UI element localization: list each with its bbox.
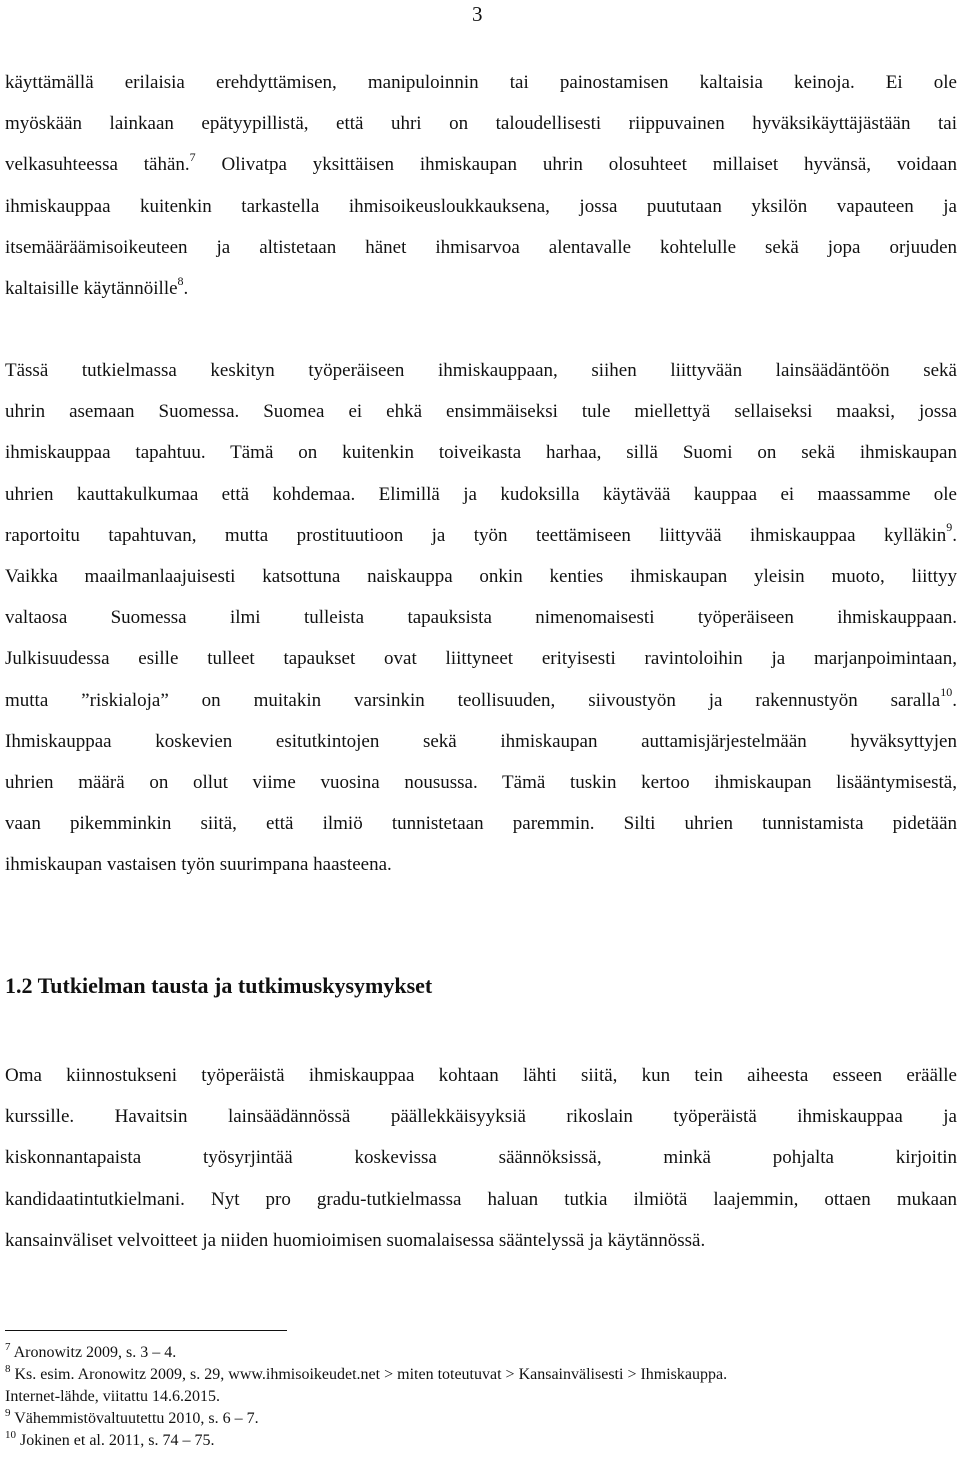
text-run: . <box>952 524 957 546</box>
text-run: velkasuhteessa tähän. <box>5 154 190 176</box>
text-run: uhrien kauttakulkumaa että kohdemaa. Elimillä ja kudoksilla käytävää kauppaa ei maassamme ole <box>5 483 957 505</box>
text-run: itsemääräämisoikeuteen ja altistetaan hänet ihmisarvoa alentavalle kohtelulle sekä jopa orjuuden <box>5 236 957 258</box>
text-line <box>5 432 957 473</box>
body-paragraph <box>5 350 957 886</box>
text-run: raportoitu tapahtuvan, mutta prostituutioon ja työn teettämiseen liittyvää ihmiskauppaa kylläkin <box>5 524 947 546</box>
section-heading: 1.2 Tutkielman tausta ja tutkimuskysymykset <box>5 973 433 998</box>
text-run: kaltaisille käytännöille <box>5 278 178 300</box>
footnote-number: 10 <box>5 1428 16 1441</box>
text-line <box>5 144 957 185</box>
text-line <box>5 680 957 721</box>
text-run: Olivatpa yksittäisen ihmiskaupan uhrin olosuhteet millaiset hyvänsä, voidaan <box>195 154 957 176</box>
text-run: . <box>183 278 189 300</box>
text-run: kiskonnantapaista työsyrjintää koskevissa säännöksissä, minkä pohjalta kirjoitin <box>5 1147 957 1169</box>
footnote-item <box>5 1342 955 1364</box>
text-run: uhrien määrä on ollut viime vuosina nousussa. Tämä tuskin kertoo ihmiskaupan lisääntymisestä, <box>5 772 957 794</box>
footnote-list <box>5 1342 955 1452</box>
footnote-number: 9 <box>5 1406 11 1419</box>
text-line <box>5 762 957 803</box>
footnote-marker: 8 <box>177 273 184 288</box>
text-line <box>5 556 957 597</box>
text-line <box>5 62 957 103</box>
text-line <box>5 227 957 268</box>
text-line <box>5 515 957 556</box>
text-run: mutta ”riskialoja” on muitakin varsinkin teollisuuden, siivoustyön ja rakennustyön saralla <box>5 689 941 711</box>
footnote-text: Aronowitz 2009, s. 3 – 4. <box>10 1344 177 1361</box>
text-line <box>5 1055 957 1096</box>
text-line <box>5 103 957 144</box>
footnote-marker: 9 <box>946 520 953 535</box>
footnote-item <box>5 1364 955 1408</box>
text-run: Vaikka maailmanlaajuisesti katsottuna naiskauppa onkin kenties ihmiskaupan yleisin muoto, liittyy <box>5 566 957 588</box>
footnote-marker: 7 <box>189 150 196 165</box>
text-run: vaan pikemminkin siitä, että ilmiö tunnistetaan paremmin. Silti uhrien tunnistamista pidetään <box>5 813 957 835</box>
text-line <box>5 597 957 638</box>
text-run: Oma kiinnostukseni työperäistä ihmiskauppaa kohtaan lähti siitä, kun tein aiheesta esseen eräälle <box>5 1065 957 1086</box>
text-line <box>5 638 957 679</box>
text-line <box>5 1220 957 1261</box>
text-run: Ihmiskauppaa koskevien esitutkintojen sekä ihmiskaupan auttamisjärjestelmään hyväksyttyjen <box>5 730 957 752</box>
text-run: ihmiskauppaa tapahtuu. Tämä on kuitenkin toiveikasta harhaa, sillä Suomi on sekä ihmiskaupan <box>5 442 957 464</box>
text-run: ihmiskauppaa kuitenkin tarkastella ihmisoikeusloukkauksena, jossa puututaan yksilön vapauteen ja <box>5 195 957 217</box>
text-line <box>5 268 957 309</box>
text-line <box>5 1096 957 1137</box>
footnote-text: Vähemmistövaltuutettu 2010, s. 6 – 7. <box>10 1410 259 1427</box>
text-run: ihmiskaupan vastaisen työn suurimpana haasteena. <box>5 854 392 876</box>
text-line <box>5 186 957 227</box>
footnote-item <box>5 1430 955 1452</box>
text-run: Tässä tutkielmassa keskityn työperäiseen ihmiskauppaan, siihen liittyvään lainsäädäntöön sekä <box>5 360 957 381</box>
text-run: valtaosa Suomessa ilmi tulleista tapauksista nimenomaisesti työperäiseen ihmiskauppaan. <box>5 607 957 629</box>
footnote-text: Ks. esim. Aronowitz 2009, s. 29, www.ihmisoikeudet.net > miten toteutuvat > Kansainvälisesti > Ihmiskauppa. <box>10 1366 728 1383</box>
text-line <box>5 803 957 844</box>
text-line <box>5 474 957 515</box>
body-paragraph <box>5 1055 957 1261</box>
text-run: . <box>952 689 957 711</box>
footnote-marker: 10 <box>940 685 953 700</box>
footnote-number: 8 <box>5 1362 11 1375</box>
text-run: Julkisuudessa esille tulleet tapaukset ovat liittyneet erityisesti ravintoloihin ja marjanpoimintaan, <box>5 648 957 670</box>
footnote-text-continued: Internet-lähde, viitattu 14.6.2015. <box>5 1388 221 1405</box>
page-number: 3 <box>472 2 483 26</box>
text-run: kurssille. Havaitsin lainsäädännössä päällekkäisyyksiä rikoslain työperäistä ihmiskauppaa ja <box>5 1106 957 1128</box>
footnote-item <box>5 1408 955 1430</box>
text-line <box>5 1137 957 1178</box>
footnote-number: 7 <box>5 1340 11 1353</box>
text-line <box>5 1179 957 1220</box>
text-run: uhrin asemaan Suomessa. Suomea ei ehkä ensimmäiseksi tule miellettyä sellaiseksi maaksi, jossa <box>5 401 957 423</box>
text-run: kansainväliset velvoitteet ja niiden huomioimisen suomalaisessa sääntelyssä ja käytännössä. <box>5 1229 706 1251</box>
text-run: käyttämällä erilaisia erehdyttämisen, manipuloinnin tai painostamisen kaltaisia keinoja. Ei ole <box>5 72 957 93</box>
footnote-text: Jokinen et al. 2011, s. 74 – 75. <box>16 1432 215 1449</box>
text-line <box>5 350 957 391</box>
text-run: myöskään lainkaan epätyypillistä, että uhri on taloudellisesti riippuvainen hyväksikäyttäjästään tai <box>5 113 957 135</box>
text-line <box>5 391 957 432</box>
text-run: kandidaatintutkielmani. Nyt pro gradu-tutkielmassa haluan tutkia ilmiötä laajemmin, ottaen mukaan <box>5 1188 957 1210</box>
footnote-separator <box>5 1330 287 1331</box>
body-paragraph <box>5 62 957 309</box>
text-line <box>5 844 957 885</box>
text-line <box>5 721 957 762</box>
